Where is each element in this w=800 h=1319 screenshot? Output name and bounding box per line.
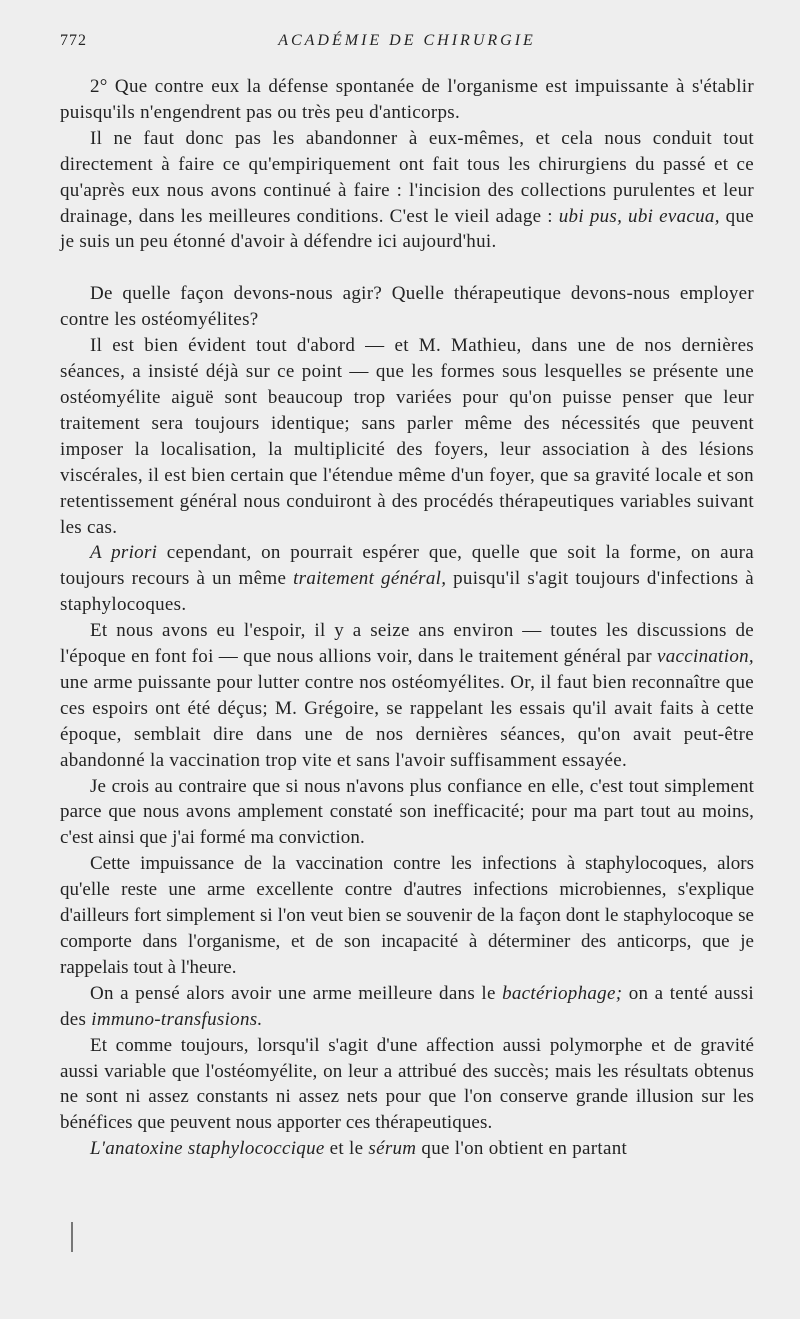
paragraph-5: A priori cependant, on pourrait espérer que, quelle que soit la forme, on aura toujours recours à un même traitement général, puisqu'il s'agit toujours d'infections à staphylocoques.: [60, 542, 754, 616]
paragraph-10: Et comme toujours, lorsqu'il s'agit d'une affection aussi polymorphe et de gravité aussi variable que l'ostéomyélite, on leur a attribué des succès; mais les résultats obtenus ne sont ni assez constants ni assez nets pour que l'on conserve grande illusion sur les bénéfices que peuvent nous apporter ces thérapeutiques.: [60, 1034, 754, 1134]
paragraph-2: Il ne faut donc pas les abandonner à eux-mêmes, et cela nous conduit tout directement à faire ce qu'empiriquement ont fait tous les chirurgiens du passé et ce qu'après eux nous avons continué à faire : l'incision des collections purulentes et leur drainage, dans les meilleures conditions. C'est le vieil adage : ubi pus, ubi evacua, que je suis un peu étonné d'avoir à défendre ici aujourd'hui.: [60, 127, 754, 253]
paragraph-1: 2° Que contre eux la défense spontanée de l'organisme est impuissante à s'établir puisqu'ils n'engendrent pas ou très peu d'anticorps.: [60, 76, 754, 123]
margin-mark: [71, 1222, 73, 1252]
paragraph-9: On a pensé alors avoir une arme meilleure dans le bactériophage; on a tenté aussi des immuno-transfusions.: [60, 982, 754, 1030]
page-number: 772: [60, 32, 87, 49]
paragraph-8: Cette impuissance de la vaccination contre les infections à staphylocoques, alors qu'elle reste une arme excellente contre d'autres infections microbiennes, s'explique d'ailleurs fort simplement si l'on veut bien se souvenir de la façon dont le staphylocoque se comporte dans l'organisme, et de son incapacité à déterminer des anticorps, que je rappelais tout à l'heure.: [60, 853, 754, 978]
page-header: [60, 32, 754, 56]
paragraph-3: De quelle façon devons-nous agir? Quelle thérapeutique devons-nous employer contre les ostéomyélites?: [60, 283, 754, 331]
paragraph-11: L'anatoxine staphylococcique et le sérum que l'on obtient en partant: [90, 1138, 628, 1160]
paragraph-6: Et nous avons eu l'espoir, il y a seize ans environ — toutes les discussions de l'époque en font foi — que nous allions voir, dans le traitement général par vaccination, une arme puissante pour lutter contre nos ostéomyélites. Or, il faut bien reconnaître que ces espoirs ont été déçus; M. Grégoire, se rappelant les essais qu'il avait faits à cette époque, semblait dire dans une de nos dernières séances, qu'on avait peut-être abandonné la vaccination trop vite et sans l'avoir suffisamment essayée.: [60, 620, 754, 771]
paragraph-4: Il est bien évident tout d'abord — et M. Mathieu, dans une de nos dernières séances, a insisté déjà sur ce point — que les formes sous lesquelles se présente une ostéomyélite aiguë sont beaucoup trop variées pour qu'on puisse penser que leur traitement sera toujours identique; sans parler même des nécessités que peuvent imposer la localisation, la multiplicité des foyers, leur association à des lésions viscérales, il est bien certain que l'étendue même d'un foyer, que sa gravité locale et son retentissement général nous conduiront à des procédés thérapeutiques variables suivant les cas.: [60, 335, 754, 538]
body-text: [60, 74, 754, 1162]
paragraph-7: Je crois au contraire que si nous n'avons plus confiance en elle, c'est tout simplement parce que nous avons amplement constaté son inefficacité; pour ma part tout au moins, c'est ainsi que j'ai formé ma conviction.: [60, 775, 754, 849]
running-title: ACADÉMIE DE CHIRURGIE: [278, 32, 536, 49]
